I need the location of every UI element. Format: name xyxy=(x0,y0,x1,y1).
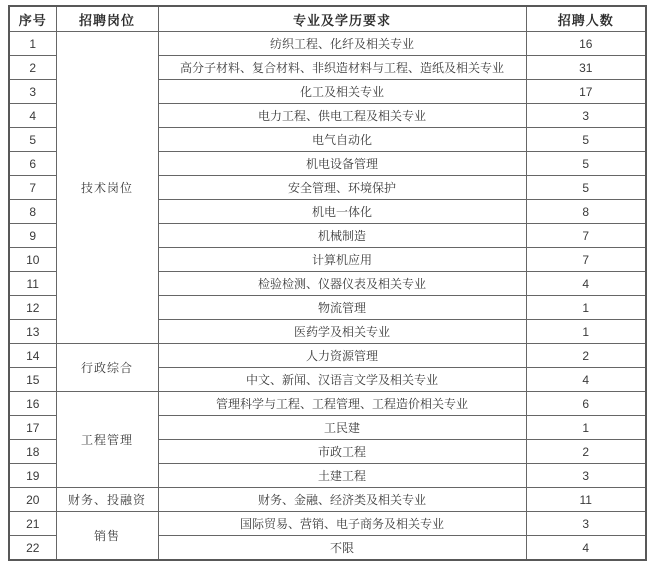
count-cell: 4 xyxy=(526,368,646,392)
position-cell-engineering: 工程管理 xyxy=(56,392,158,488)
header-count: 招聘人数 xyxy=(526,6,646,32)
seq-cell: 19 xyxy=(9,464,56,488)
major-cell: 人力资源管理 xyxy=(158,344,526,368)
count-cell: 3 xyxy=(526,104,646,128)
major-cell: 财务、金融、经济类及相关专业 xyxy=(158,488,526,512)
table-row xyxy=(9,32,646,56)
major-cell: 机电一体化 xyxy=(158,200,526,224)
count-cell: 1 xyxy=(526,320,646,344)
major-cell: 不限 xyxy=(158,536,526,561)
count-cell: 31 xyxy=(526,56,646,80)
position-cell-tech: 技术岗位 xyxy=(56,32,158,344)
seq-cell: 14 xyxy=(9,344,56,368)
seq-cell: 13 xyxy=(9,320,56,344)
table-row xyxy=(9,488,646,512)
table-row xyxy=(9,512,646,536)
count-cell: 1 xyxy=(526,296,646,320)
count-cell: 5 xyxy=(526,152,646,176)
seq-cell: 22 xyxy=(9,536,56,561)
major-cell: 中文、新闻、汉语言文学及相关专业 xyxy=(158,368,526,392)
header-position: 招聘岗位 xyxy=(56,6,158,32)
major-cell: 机电设备管理 xyxy=(158,152,526,176)
major-cell: 土建工程 xyxy=(158,464,526,488)
count-cell: 11 xyxy=(526,488,646,512)
count-cell: 5 xyxy=(526,176,646,200)
table-row xyxy=(9,392,646,416)
count-cell: 8 xyxy=(526,200,646,224)
recruitment-table xyxy=(8,5,647,561)
seq-cell: 9 xyxy=(9,224,56,248)
header-seq: 序号 xyxy=(9,6,56,32)
major-cell: 管理科学与工程、工程管理、工程造价相关专业 xyxy=(158,392,526,416)
seq-cell: 10 xyxy=(9,248,56,272)
seq-cell: 4 xyxy=(9,104,56,128)
count-cell: 4 xyxy=(526,272,646,296)
position-cell-admin: 行政综合 xyxy=(56,344,158,392)
major-cell: 化工及相关专业 xyxy=(158,80,526,104)
major-cell: 国际贸易、营销、电子商务及相关专业 xyxy=(158,512,526,536)
seq-cell: 1 xyxy=(9,32,56,56)
major-cell: 物流管理 xyxy=(158,296,526,320)
count-cell: 3 xyxy=(526,512,646,536)
position-cell-sales: 销售 xyxy=(56,512,158,561)
seq-cell: 8 xyxy=(9,200,56,224)
major-cell: 高分子材料、复合材料、非织造材料与工程、造纸及相关专业 xyxy=(158,56,526,80)
header-major: 专业及学历要求 xyxy=(158,6,526,32)
seq-cell: 17 xyxy=(9,416,56,440)
major-cell: 市政工程 xyxy=(158,440,526,464)
seq-cell: 21 xyxy=(9,512,56,536)
table-row xyxy=(9,344,646,368)
count-cell: 3 xyxy=(526,464,646,488)
seq-cell: 20 xyxy=(9,488,56,512)
seq-cell: 11 xyxy=(9,272,56,296)
count-cell: 17 xyxy=(526,80,646,104)
count-cell: 4 xyxy=(526,536,646,561)
seq-cell: 18 xyxy=(9,440,56,464)
major-cell: 电力工程、供电工程及相关专业 xyxy=(158,104,526,128)
seq-cell: 12 xyxy=(9,296,56,320)
seq-cell: 2 xyxy=(9,56,56,80)
seq-cell: 5 xyxy=(9,128,56,152)
count-cell: 2 xyxy=(526,344,646,368)
major-cell: 医药学及相关专业 xyxy=(158,320,526,344)
count-cell: 7 xyxy=(526,248,646,272)
seq-cell: 6 xyxy=(9,152,56,176)
major-cell: 电气自动化 xyxy=(158,128,526,152)
position-cell-finance: 财务、投融资 xyxy=(56,488,158,512)
count-cell: 5 xyxy=(526,128,646,152)
count-cell: 1 xyxy=(526,416,646,440)
major-cell: 纺织工程、化纤及相关专业 xyxy=(158,32,526,56)
major-cell: 计算机应用 xyxy=(158,248,526,272)
seq-cell: 15 xyxy=(9,368,56,392)
count-cell: 6 xyxy=(526,392,646,416)
header-row xyxy=(9,6,646,32)
count-cell: 7 xyxy=(526,224,646,248)
seq-cell: 16 xyxy=(9,392,56,416)
major-cell: 工民建 xyxy=(158,416,526,440)
major-cell: 安全管理、环境保护 xyxy=(158,176,526,200)
seq-cell: 3 xyxy=(9,80,56,104)
seq-cell: 7 xyxy=(9,176,56,200)
major-cell: 检验检测、仪器仪表及相关专业 xyxy=(158,272,526,296)
count-cell: 2 xyxy=(526,440,646,464)
major-cell: 机械制造 xyxy=(158,224,526,248)
count-cell: 16 xyxy=(526,32,646,56)
